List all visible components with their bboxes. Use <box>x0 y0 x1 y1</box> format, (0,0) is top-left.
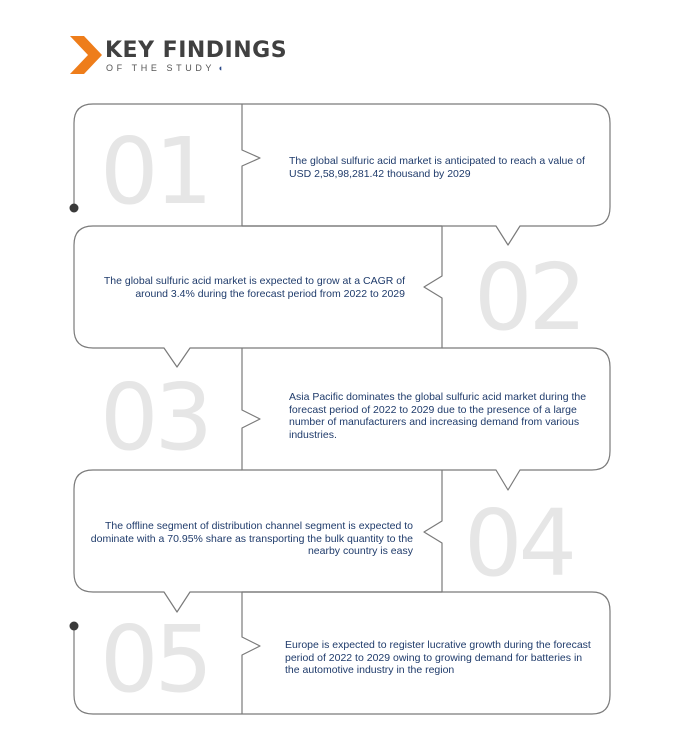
finding-2-text: The global sulfuric acid market is expected to grow at a CAGR of around 3.4% during the forecast period from 2022 to 2029 <box>103 275 405 300</box>
finding-3-text: Asia Pacific dominates the global sulfuric acid market during the forecast period of 2022 to 2029 due to the presence of a large number of manufacturers and increasing demand from various industries. <box>289 391 587 441</box>
start-dot <box>70 204 79 213</box>
subtitle-text: OF THE STUDY <box>106 63 216 73</box>
finding-4-number: 04 <box>464 490 574 597</box>
finding-5-number: 05 <box>100 606 210 713</box>
end-dot <box>70 622 79 631</box>
finding-3-number: 03 <box>100 364 210 471</box>
page-title: KEY FINDINGS <box>105 38 288 63</box>
subtitle-mark-icon: ◖ <box>215 63 223 73</box>
finding-2-number: 02 <box>474 244 584 351</box>
finding-5-text: Europe is expected to register lucrative growth during the forecast period of 2022 to 2029 owing to growing demand for batteries in the automotive industry in the region <box>285 639 591 676</box>
finding-1-text: The global sulfuric acid market is anticipated to reach a value of USD 2,58,98,281.42 thousand by 2029 <box>289 155 585 180</box>
finding-4-text: The offline segment of distribution channel segment is expected to dominate with a 70.95% share as transporting the bulk quantity to the nearby country is easy <box>90 520 413 557</box>
finding-1-number: 01 <box>100 118 210 225</box>
